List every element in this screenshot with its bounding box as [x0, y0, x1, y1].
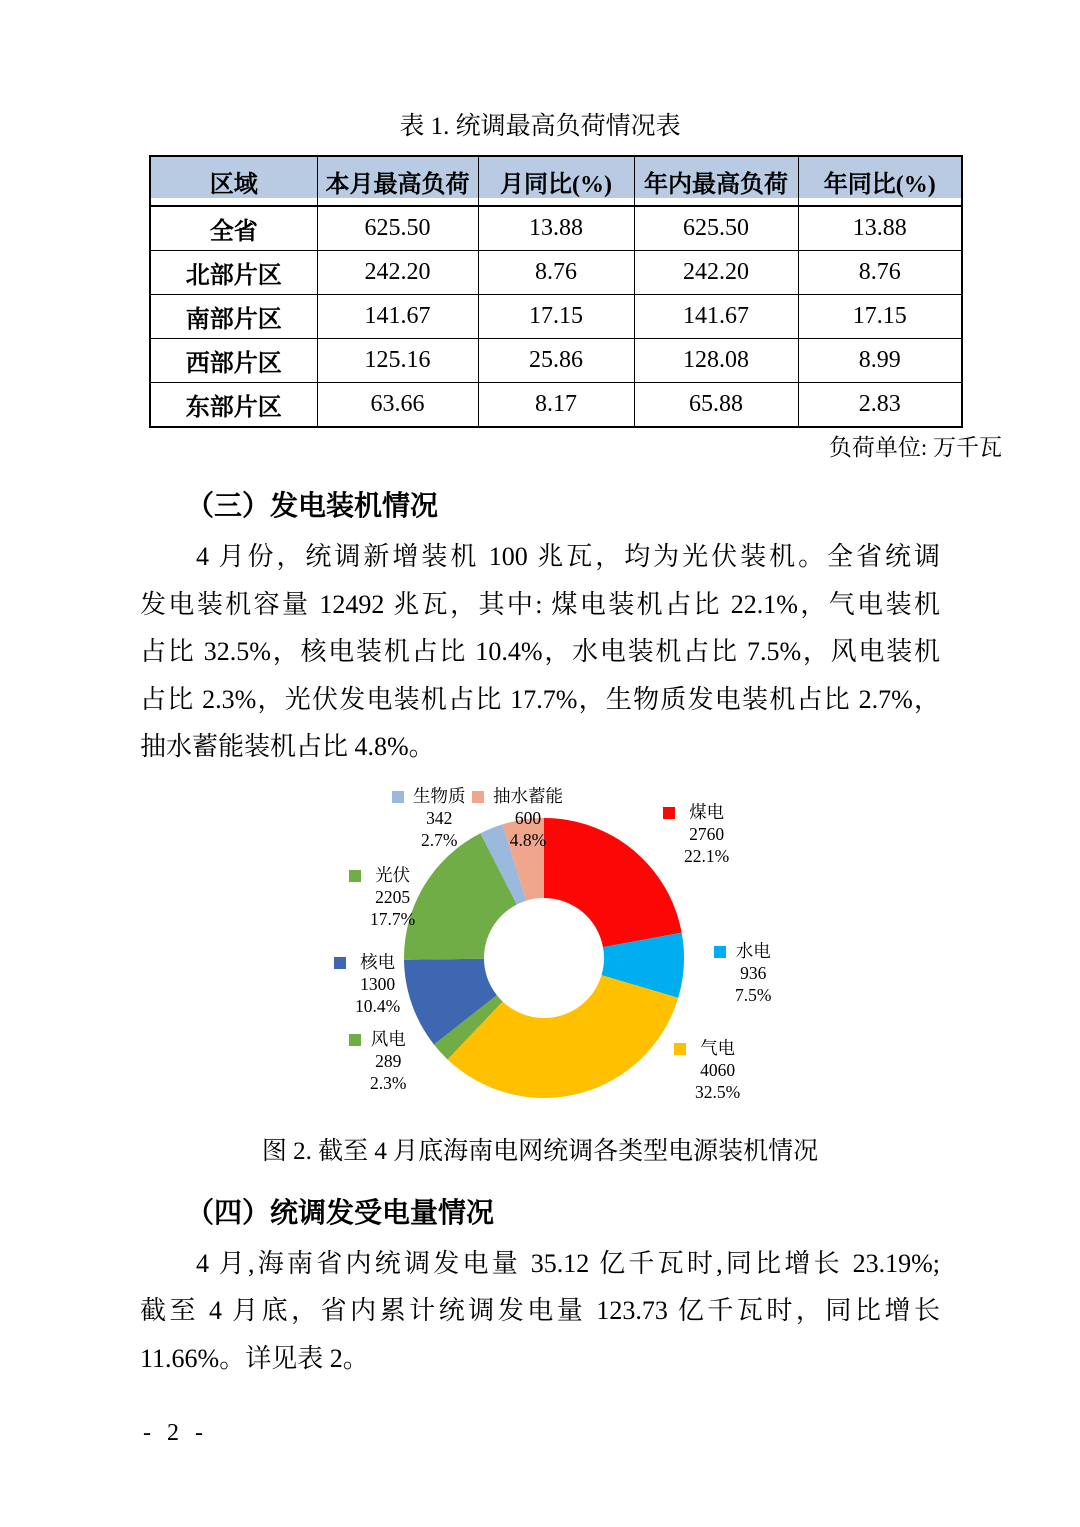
installed-capacity-paragraph	[140, 533, 940, 771]
legend-value: 936	[740, 962, 767, 983]
cell-value: 8.17	[478, 383, 634, 428]
legend-marker-wind	[349, 1034, 361, 1046]
legend-percent: 2.3%	[370, 1072, 407, 1093]
header-cell-year-yoy: 年同比(%)	[798, 156, 962, 206]
cell-region: 全省	[150, 206, 317, 251]
section-4-heading: （四）统调发受电量情况	[186, 1197, 495, 1229]
cell-value: 8.99	[798, 339, 962, 383]
legend-label: 核电	[360, 951, 396, 972]
table-row	[150, 339, 962, 383]
cell-value: 8.76	[478, 251, 634, 295]
donut-plot	[394, 808, 694, 1108]
cell-value: 141.67	[317, 295, 478, 339]
legend-percent: 32.5%	[695, 1081, 741, 1102]
cell-value: 2.83	[798, 383, 962, 428]
table-row	[150, 251, 962, 295]
header-cell-month-max: 本月最高负荷	[317, 156, 478, 206]
paragraph-line: 11.66%。详见表 2。	[140, 1343, 369, 1373]
page-number: - 2 -	[143, 1420, 203, 1446]
legend-value: 342	[426, 807, 453, 828]
paragraph-line: 发电装机容量 12492 兆瓦，其中: 煤电装机占比 22.1%，气电装机	[140, 589, 940, 619]
table-row	[150, 206, 962, 251]
paragraph-line: 截至 4 月底，省内累计统调发电量 123.73 亿千瓦时，同比增长	[140, 1296, 940, 1325]
cell-value: 242.20	[634, 251, 798, 295]
legend-percent: 4.8%	[509, 829, 547, 850]
cell-value: 128.08	[634, 339, 798, 383]
cell-value: 242.20	[317, 251, 478, 295]
legend-label: 水电	[735, 940, 771, 961]
legend-value: 289	[375, 1050, 402, 1071]
legend-label: 抽水蓄能	[493, 785, 563, 806]
legend-percent: 22.1%	[684, 845, 730, 866]
paragraph-line: 占比 2.3%，光伏发电装机占比 17.7%，生物质发电装机占比 2.7%，	[140, 684, 940, 714]
legend-label: 生物质	[413, 785, 466, 806]
legend-label: 风电	[370, 1028, 406, 1049]
legend-hydro	[714, 940, 771, 1006]
header-cell-region: 区域	[150, 156, 317, 206]
paragraph-line: 4 月,海南省内统调发电量 35.12 亿千瓦时,同比增长 23.19%;	[196, 1248, 940, 1278]
cell-value: 8.76	[798, 251, 962, 295]
legend-marker-solar	[349, 870, 361, 882]
cell-value: 13.88	[478, 206, 634, 251]
cell-region: 东部片区	[150, 383, 317, 428]
legend-label: 光伏	[375, 864, 411, 885]
legend-percent: 7.5%	[735, 984, 772, 1005]
table-row	[150, 383, 962, 428]
legend-pumped-storage	[472, 785, 563, 851]
legend-marker-coal	[663, 807, 675, 819]
cell-value: 65.88	[634, 383, 798, 428]
legend-percent: 17.7%	[370, 908, 416, 929]
legend-percent: 10.4%	[355, 995, 401, 1016]
legend-marker-pumped-storage	[472, 791, 484, 803]
section-3-heading: （三）发电装机情况	[186, 491, 439, 522]
legend-label: 气电	[700, 1037, 736, 1058]
legend-marker-nuclear	[334, 957, 346, 969]
legend-wind	[349, 1028, 406, 1094]
legend-value: 4060	[700, 1059, 736, 1080]
legend-value: 1300	[360, 973, 396, 994]
cell-region: 西部片区	[150, 339, 317, 383]
cell-value: 63.66	[317, 383, 478, 428]
cell-value: 13.88	[798, 206, 962, 251]
cell-value: 625.50	[634, 206, 798, 251]
paragraph-line: 4 月份，统调新增装机 100 兆瓦，均为光伏装机。全省统调	[196, 542, 940, 571]
legend-percent: 2.7%	[421, 829, 458, 850]
legend-marker-hydro	[714, 946, 726, 958]
legend-marker-gas	[674, 1043, 686, 1055]
legend-gas	[674, 1037, 740, 1103]
cell-value: 141.67	[634, 295, 798, 339]
paragraph-line: 占比 32.5%，核电装机占比 10.4%，水电装机占比 7.5%，风电装机	[140, 637, 940, 666]
legend-marker-biomass	[392, 791, 404, 803]
max-load-table	[149, 155, 963, 428]
cell-value: 125.16	[317, 339, 478, 383]
load-unit-note: 负荷单位: 万千瓦	[828, 435, 1002, 460]
generation-paragraph	[140, 1240, 940, 1383]
header-cell-month-yoy: 月同比(%)	[478, 156, 634, 206]
legend-value: 600	[514, 807, 542, 828]
paragraph-line: 抽水蓄能装机占比 4.8%。	[140, 732, 435, 761]
legend-biomass	[392, 785, 466, 851]
cell-region: 北部片区	[150, 251, 317, 295]
table-header-row	[150, 156, 962, 206]
legend-coal	[663, 801, 729, 867]
header-cell-year-max: 年内最高负荷	[634, 156, 798, 206]
legend-value: 2205	[375, 886, 411, 907]
cell-value: 625.50	[317, 206, 478, 251]
legend-solar	[349, 864, 415, 930]
legend-value: 2760	[689, 823, 725, 844]
cell-value: 17.15	[478, 295, 634, 339]
cell-value: 25.86	[478, 339, 634, 383]
capacity-donut-chart	[0, 771, 1080, 1117]
table-title: 表 1. 统调最高负荷情况表	[399, 113, 681, 140]
legend-nuclear	[334, 951, 400, 1017]
cell-region: 南部片区	[150, 295, 317, 339]
cell-value: 17.15	[798, 295, 962, 339]
figure-caption: 图 2. 截至 4 月底海南电网统调各类型电源装机情况	[261, 1137, 819, 1165]
table-row	[150, 295, 962, 339]
legend-label: 煤电	[689, 801, 725, 822]
